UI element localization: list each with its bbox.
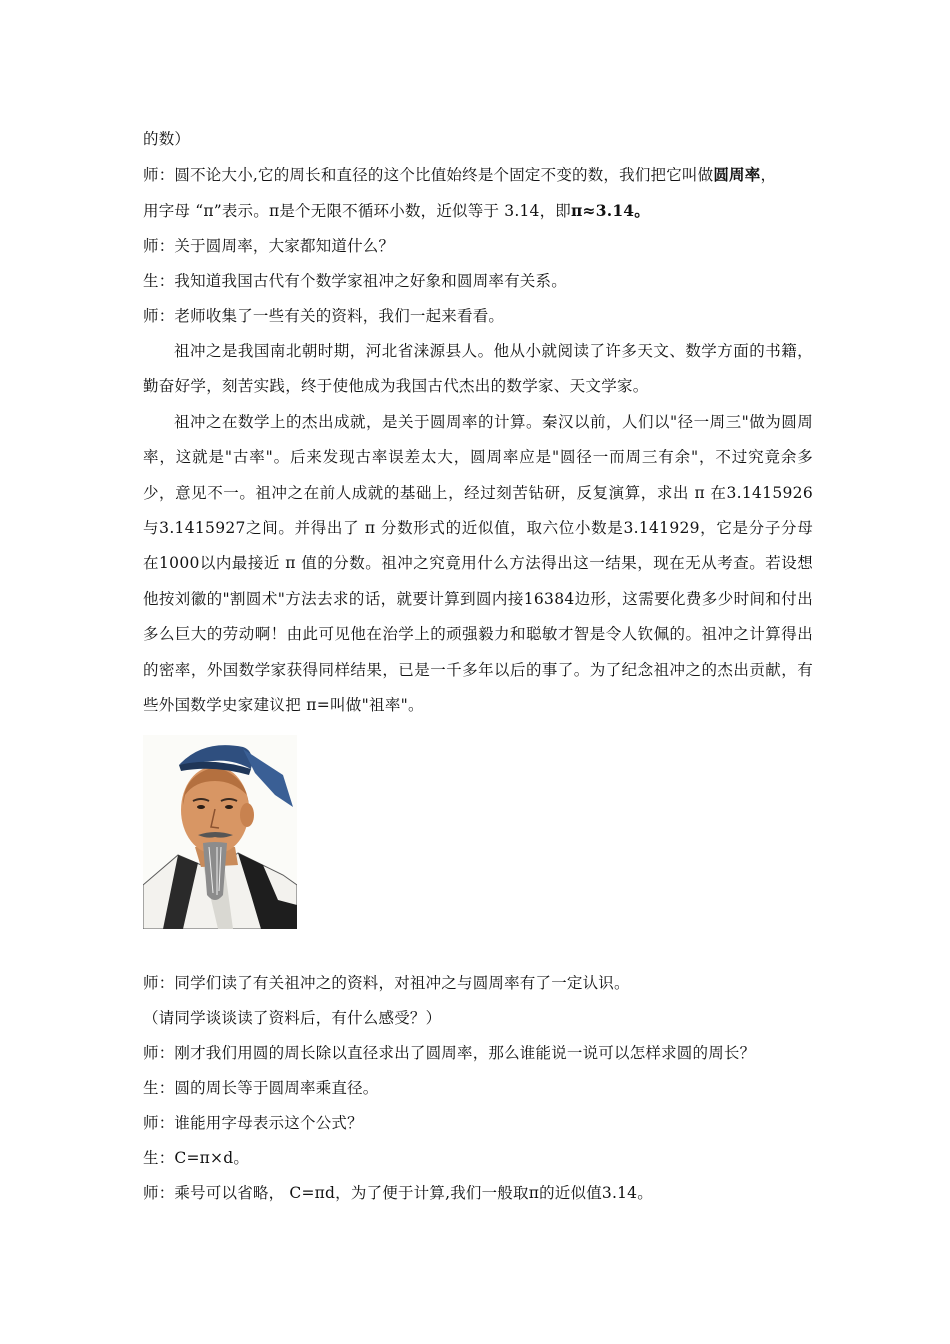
- lower-text-block: [143, 966, 823, 1211]
- paragraph-biography: 祖冲之是我国南北朝时期，河北省涞源县人。他从小就阅读了许多天文、数学方面的书籍，勤奋好学，刻苦实践，终于使他成为我国古代杰出的数学家、天文学家。: [143, 342, 813, 396]
- text-line: 师：刚才我们用圆的周长除以直径求出了圆周率，那么谁能说一说可以怎样求圆的周长？: [143, 1044, 756, 1062]
- text-line: （请同学谈谈读了资料后，有什么感受？）: [143, 1009, 442, 1027]
- portrait-illustration: [143, 735, 297, 929]
- paragraph-achievement: 祖冲之在数学上的杰出成就，是关于圆周率的计算。秦汉以前，人们以"径一周三"做为圆周率，这就是"古率"。后来发现古率误差太大，圆周率应是"圆径一而周三有余"，不过究竟余多少，意见不一。祖冲之在前人成就的基础上，经过刻苦钻研，反复演算，求出 π 在3.1415926与3.1415927之间。并得出了 π 分数形式的近似值，取六位小数是3.141929，它是分子分母在1000以内最接近 π 值的分数。祖冲之究竟用什么方法得出这一结果，现在无从考查。若设想他按刘徽的"割圆术"方法去求的话，就要计算到圆内接16384边形，这需要化费多少时间和付出多么巨大的劳动啊！由此可见他在治学上的顽强毅力和聪敏才智是令人钦佩的。祖冲之计算得出的密率，外国数学家获得同样结果，已是一千多年以后的事了。为了纪念祖冲之的杰出贡献，有些外国数学史家建议把 π=叫做"祖率"。: [143, 412, 813, 715]
- text-line: 师：谁能用字母表示这个公式？: [143, 1114, 363, 1132]
- text-line: 生：圆的周长等于圆周率乘直径。: [143, 1079, 379, 1097]
- upper-text-block: [143, 122, 813, 723]
- text-line: 生：C=π×d。: [143, 1149, 250, 1167]
- text-line: 师：关于圆周率，大家都知道什么？: [143, 237, 395, 255]
- text-line: 师：同学们读了有关祖冲之的资料，对祖冲之与圆周率有了一定认识。: [143, 974, 630, 992]
- text-line: 的数）: [143, 130, 191, 148]
- text-line: 师：老师收集了一些有关的资料，我们一起来看看。: [143, 307, 505, 325]
- text-span: ，: [760, 166, 777, 184]
- text-line: 师：乘号可以省略， C=πd，为了便于计算,我们一般取π的近似值3.14。: [143, 1184, 653, 1202]
- zu-chongzhi-portrait: [143, 735, 297, 929]
- text-span: 用字母 “π”表示。π是个无限不循环小数，近似等于 3.14，即: [143, 202, 571, 220]
- text-span: 师：圆不论大小,它的周长和直径的这个比值始终是个固定不变的数，我们把它叫做: [143, 166, 714, 184]
- text-line: [143, 193, 813, 229]
- bold-formula: π≈3.14。: [571, 201, 650, 220]
- text-line: 生：我知道我国古代有个数学家祖冲之好象和圆周率有关系。: [143, 272, 567, 290]
- bold-term: 圆周率: [713, 165, 761, 184]
- text-line: [143, 157, 813, 193]
